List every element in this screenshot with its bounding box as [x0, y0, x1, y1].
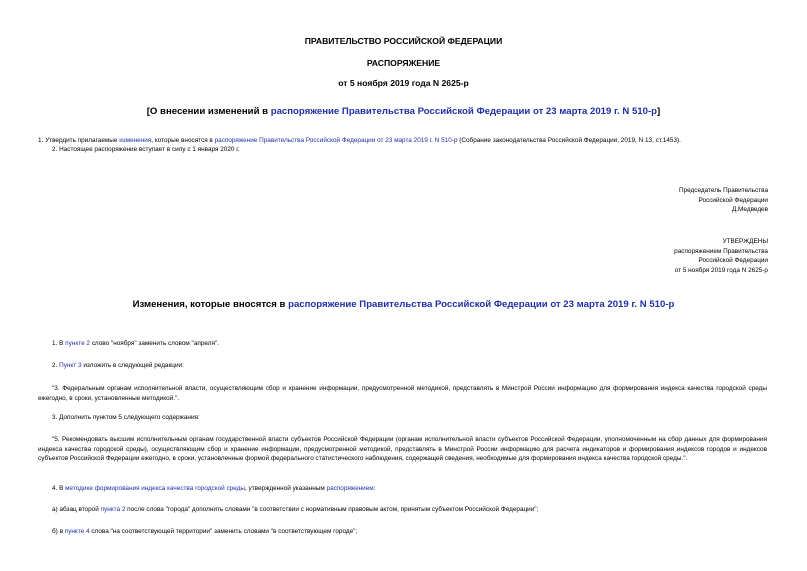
change-4-text-c: : [373, 485, 376, 492]
signature-block [679, 186, 768, 215]
item-1-text-c: (Собрание законодательства Российской Федерации, 2019, N 13, ст.1453). [457, 137, 681, 144]
change-1 [52, 339, 219, 349]
changes-title-link[interactable]: распоряжение Правительства Российской Федерации от 23 марта 2019 г. N 510-р [288, 299, 675, 310]
item-1-text-a: 1. Утвердить прилагаемые [38, 137, 120, 144]
point-2-link[interactable]: пункте 2 [65, 340, 90, 347]
decree-link[interactable]: распоряжение Правительства Российской Федерации от 23 марта 2019 г. N 510-р [214, 137, 458, 144]
change-1-text-a: 1. В [52, 340, 66, 347]
methodology-point-4-link[interactable]: пункте 4 [64, 528, 90, 535]
approved-block [674, 237, 768, 275]
approved-line-1: УТВЕРЖДЕНЫ [722, 238, 768, 245]
change-4a-text-b: после слова "города" дополнить словами "в соответствии с нормативным правовым актом, принятым субъектом Российской Федерации"; [125, 506, 539, 513]
signature-line-3: Д.Медведев [731, 206, 768, 214]
change-4 [52, 484, 375, 494]
date-number-heading: от 5 ноября 2019 года N 2625-р [338, 78, 469, 88]
change-2 [52, 361, 184, 371]
methodology-link[interactable]: методике формирования индекса качества городской среды [65, 485, 245, 492]
org-heading: ПРАВИТЕЛЬСТВО РОССИЙСКОЙ ФЕДЕРАЦИИ [304, 36, 503, 46]
subject-heading [0, 106, 807, 117]
change-4a [52, 505, 538, 515]
doc-type-heading: РАСПОРЯЖЕНИЕ [366, 58, 441, 68]
changes-heading [0, 299, 807, 310]
change-4b-text-a: б) в [52, 528, 65, 535]
signature-line-1: Председатель Правительства [679, 187, 768, 194]
change-3: 3. Дополнить пунктом 5 следующего содержания: [52, 414, 200, 421]
change-4-text-b: , утвержденной указанным [244, 485, 327, 492]
approved-line-3: Российской Федерации [698, 257, 768, 265]
change-2-quote: "3. Федеральным органам исполнительной власти, осуществляющим сбор и хранение информации, предусмотренной методикой, представлять в Минстрой России информацию для формирования индекса качества городской среды ежегодно, в сроки, установленные методикой.". [38, 385, 767, 402]
change-1-text-b: слово "ноября" заменить словом "апреля". [89, 340, 219, 347]
change-2-text-a: 2. [52, 362, 60, 369]
changes-link[interactable]: изменения [119, 137, 152, 144]
methodology-point-2-link[interactable]: пункта 2 [100, 506, 126, 513]
item-2: 2. Настоящее распоряжение вступает в силу с 1 января 2020 г. [52, 146, 240, 153]
change-4b [52, 527, 357, 537]
item-1-text-b: , которые вносятся в [151, 137, 215, 144]
point-3-link[interactable]: Пункт 3 [59, 362, 82, 369]
change-4-text-a: 4. В [52, 485, 66, 492]
subject-link[interactable]: распоряжение Правительства Российской Федерации от 23 марта 2019 г. N 510-р [270, 106, 658, 117]
changes-title-prefix: Изменения, которые вносятся в [132, 299, 289, 310]
approved-line-2: распоряжением Правительства [674, 247, 768, 255]
approved-line-4: от 5 ноября 2019 года N 2625-р [674, 266, 768, 274]
change-3-quote: "5. Рекомендовать высшим исполнительным органам государственной власти субъектов Российской Федерации (органам исполнительной власти субъектов Российской Федерации, уполномоченным на сбор данных для формирования индекса качества городской среды), осуществляющим сбор и хранение информации, предусмотренной методикой, представлять в Минстрой России информацию для расчета индикаторов и формирования индексов городов и индексов субъектов Российской Федерации ежегодно, в сроки, установленные формой федерального статистического наблюдения, содержащей сведения, необходимые для формирования индекса качества городской среды.". [38, 436, 767, 463]
subject-prefix: [О внесении изменений в [146, 106, 271, 117]
signature-line-2: Российской Федерации [698, 196, 768, 204]
change-4b-text-b: слова "на соответствующей территории" заменить словами "в соответствующем городе"; [89, 528, 358, 535]
change-4a-text-a: а) абзац второй [52, 506, 101, 513]
order-link[interactable]: распоряжением [326, 485, 374, 492]
change-2-text-b: изложить в следующей редакции: [81, 362, 184, 369]
subject-suffix: ] [657, 106, 661, 117]
